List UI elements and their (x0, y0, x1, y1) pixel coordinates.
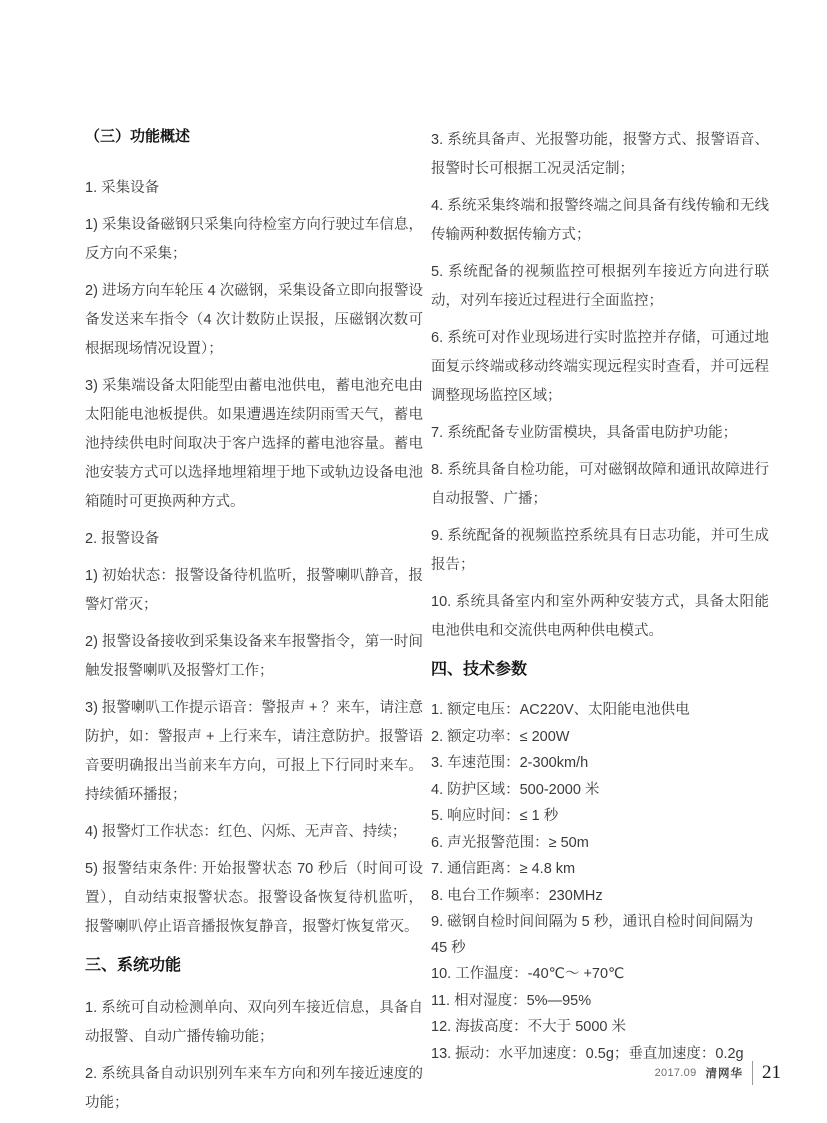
tech-parameter-item: 13. 振动：水平加速度：0.5g；垂直加速度：0.2g (431, 1045, 744, 1062)
paragraph: 2) 进场方向车轮压 4 次磁钢，采集设备立即向报警设备发送来车指令（4 次计数防止误报，压磁钢次数可根据现场情况设置）； (85, 283, 423, 357)
page-footer (655, 1058, 781, 1088)
footer-magazine-name: 清网华 (705, 1068, 743, 1080)
paragraph: 2) 报警设备接收到采集设备来车报警指令，第一时间触发报警喇叭及报警灯工作； (85, 634, 423, 679)
paragraph: 9. 系统配备的视频监控系统具有日志功能，并可生成报告； (431, 528, 769, 573)
paragraph: 3. 系统具备声、光报警功能，报警方式、报警语音、报警时长可根据工况灵活定制； (431, 132, 769, 177)
paragraph: 3) 报警喇叭工作提示语音：警报声 + ？来车，请注意防护，如：警报声 + 上行来车，请注意防护。报警语音要明确报出当前来车方向，可报上下行同时来车。持续循环播报； (85, 700, 423, 803)
paragraph: 10. 系统具备室内和室外两种安装方式，具备太阳能电池供电和交流供电两种供电模式。 (431, 594, 769, 639)
tech-parameter-item: 5. 响应时间：≤ 1 秒 (431, 808, 559, 824)
paragraph: 8. 系统具备自检功能，可对磁钢故障和通讯故障进行自动报警、广播； (431, 462, 769, 507)
footer-divider (752, 1061, 753, 1085)
paragraph: 5. 系统配备的视频监控可根据列车接近方向进行联动，对列车接近过程进行全面监控； (431, 264, 769, 309)
tech-parameter-item: 1. 额定电压：AC220V、太阳能电池供电 (431, 702, 690, 718)
footer-issue-date: 2017.09 (654, 1067, 697, 1079)
paragraph: 1) 采集设备磁钢只采集向待检室方向行驶过车信息，反方向不采集； (85, 217, 423, 262)
paragraph: 2. 系统具备自动识别列车来车方向和列车接近速度的功能； (85, 1066, 423, 1111)
tech-parameter-item: 12. 海拔高度：不大于 5000 米 (431, 1019, 626, 1035)
right-column (431, 126, 769, 1068)
tech-parameter-item: 7. 通信距离：≥ 4.8 km (431, 861, 576, 877)
paragraph: 6. 系统可对作业现场进行实时监控并存储，可通过地面复示终端或移动终端实现远程实时查看，并可远程调整现场监控区域； (431, 330, 769, 404)
tech-parameter-item: 8. 电台工作频率：230MHz (431, 887, 603, 904)
section-heading-system-functions: 三、系统功能 (85, 957, 182, 974)
technical-parameters-list (431, 698, 769, 1067)
paragraph: 1) 初始状态：报警设备待机监听，报警喇叭静音，报警灯常灭； (85, 568, 423, 613)
footer-page-number: 21 (762, 1062, 781, 1083)
paragraph: 4. 系统采集终端和报警终端之间具备有线传输和无线传输两种数据传输方式； (431, 198, 769, 243)
tech-parameter-item: 11. 相对湿度：5%—95% (431, 992, 592, 1009)
paragraph: 5) 报警结束条件: 开始报警状态 70 秒后（时间可设置），自动结束报警状态。报警设备恢复待机监听，报警喇叭停止语音播报恢复静音，报警灯恢复常灭。 (85, 861, 423, 935)
tech-parameter-item: 6. 声光报警范围：≥ 50m (431, 834, 589, 851)
paragraph: 2. 报警设备 (85, 531, 160, 547)
section-heading-function-overview: （三）功能概述 (85, 128, 191, 145)
paragraph: 4) 报警灯工作状态：红色、闪烁、无声音、持续； (85, 824, 407, 840)
paragraph: 3) 采集端设备太阳能型由蓄电池供电，蓄电池充电由太阳能电池板提供。如果遭遇连续阴雨雪天气，蓄电池持续供电时间取决于客户选择的蓄电池容量。蓄电池安装方式可以选择地埋箱埋于地下或轨边设备电池箱随时可更换两种方式。 (85, 378, 423, 510)
paragraph: 1. 采集设备 (85, 180, 160, 196)
tech-parameter-item: 3. 车速范围：2-300km/h (431, 755, 589, 771)
paragraph: 7. 系统配备专业防雷模块，具备雷电防护功能； (431, 425, 738, 441)
section-heading-technical-parameters: 四、技术参数 (431, 661, 528, 678)
tech-parameter-item: 4. 防护区域：500-2000 米 (431, 781, 600, 798)
paragraph: 1. 系统可自动检测单向、双向列车接近信息，具备自动报警、自动广播传输功能； (85, 1000, 423, 1045)
tech-parameter-item: 10. 工作温度：-40℃～ +70℃ (431, 966, 625, 982)
left-column (85, 126, 423, 1123)
tech-parameter-item: 9. 磁钢自检时间间隔为 5 秒，通讯自检时间间隔为 45 秒 (431, 914, 754, 956)
tech-parameter-item: 2. 额定功率：≤ 200W (431, 728, 570, 745)
